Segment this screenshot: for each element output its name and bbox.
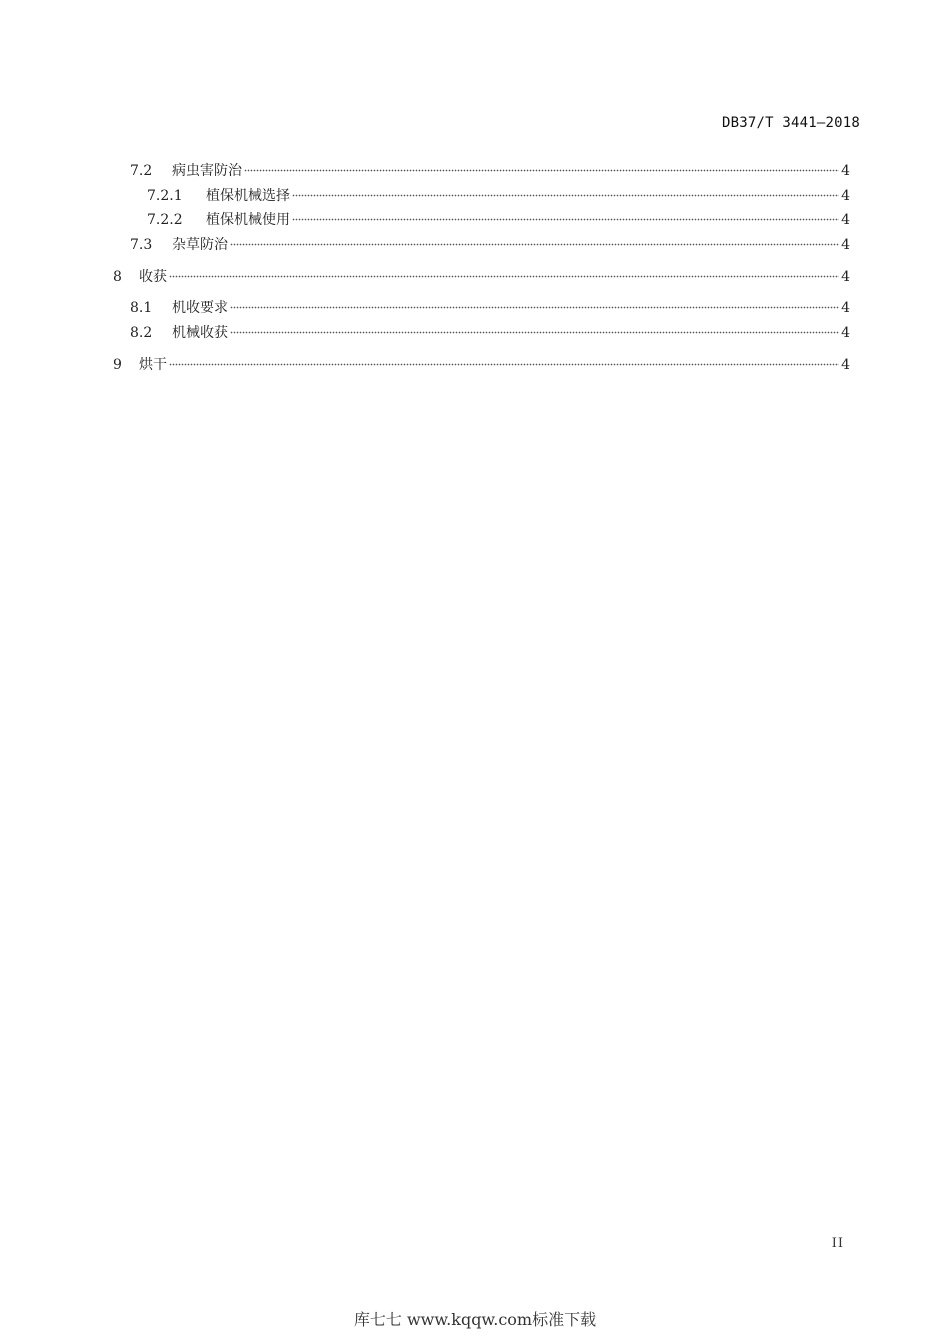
- toc-entry-page: 4: [841, 269, 850, 285]
- toc-entry-page: 4: [841, 212, 850, 228]
- toc-entry-title: 病虫害防治: [172, 163, 242, 179]
- toc-entry-number: 7.2.2: [147, 212, 183, 228]
- toc-entry[interactable]: [130, 229, 850, 253]
- toc-entry-number: 7.2.1: [147, 188, 183, 204]
- toc-entry-number: 8.2: [130, 325, 153, 341]
- toc-dot-leader: [292, 180, 839, 200]
- toc-dot-leader: [230, 317, 839, 337]
- toc-entry[interactable]: [147, 180, 850, 204]
- toc-entry-number: 9: [113, 357, 122, 373]
- toc-dot-leader: [292, 204, 839, 224]
- toc-entry-title: 机械收获: [172, 325, 228, 341]
- toc-entry-number: 7.2: [130, 163, 153, 179]
- toc-entry[interactable]: [130, 155, 850, 179]
- page-number: II: [831, 1236, 844, 1251]
- toc-entry-page: 4: [841, 188, 850, 204]
- toc-entry-number: 8.1: [130, 300, 153, 316]
- toc-entry-page: 4: [841, 300, 850, 316]
- toc-entry-title: 植保机械选择: [206, 188, 290, 204]
- document-code: DB37/T 3441—2018: [721, 115, 860, 131]
- toc-entry[interactable]: [113, 349, 850, 373]
- toc-dot-leader: [230, 292, 839, 312]
- toc-entry-title: 收获: [139, 269, 167, 285]
- toc-entry[interactable]: [130, 292, 850, 316]
- toc-entry-number: 7.3: [130, 237, 153, 253]
- toc-entry-page: 4: [841, 357, 850, 373]
- toc-entry-page: 4: [841, 237, 850, 253]
- toc-entry[interactable]: [113, 261, 850, 285]
- toc-entry[interactable]: [147, 204, 850, 228]
- toc-entry-title: 植保机械使用: [206, 212, 290, 228]
- toc-entry-page: 4: [841, 163, 850, 179]
- toc-entry-number: 8: [113, 269, 122, 285]
- toc-entry-title: 烘干: [139, 357, 167, 373]
- toc-dot-leader: [230, 229, 839, 249]
- toc-dot-leader: [244, 155, 839, 175]
- watermark-text: 库七七 www.kqqw.com标准下载: [353, 1310, 597, 1329]
- toc-entry-title: 机收要求: [172, 300, 228, 316]
- toc-entry-title: 杂草防治: [172, 237, 228, 253]
- toc-dot-leader: [169, 349, 839, 369]
- toc-entry-page: 4: [841, 325, 850, 341]
- toc-entry[interactable]: [130, 317, 850, 341]
- toc-dot-leader: [169, 261, 839, 281]
